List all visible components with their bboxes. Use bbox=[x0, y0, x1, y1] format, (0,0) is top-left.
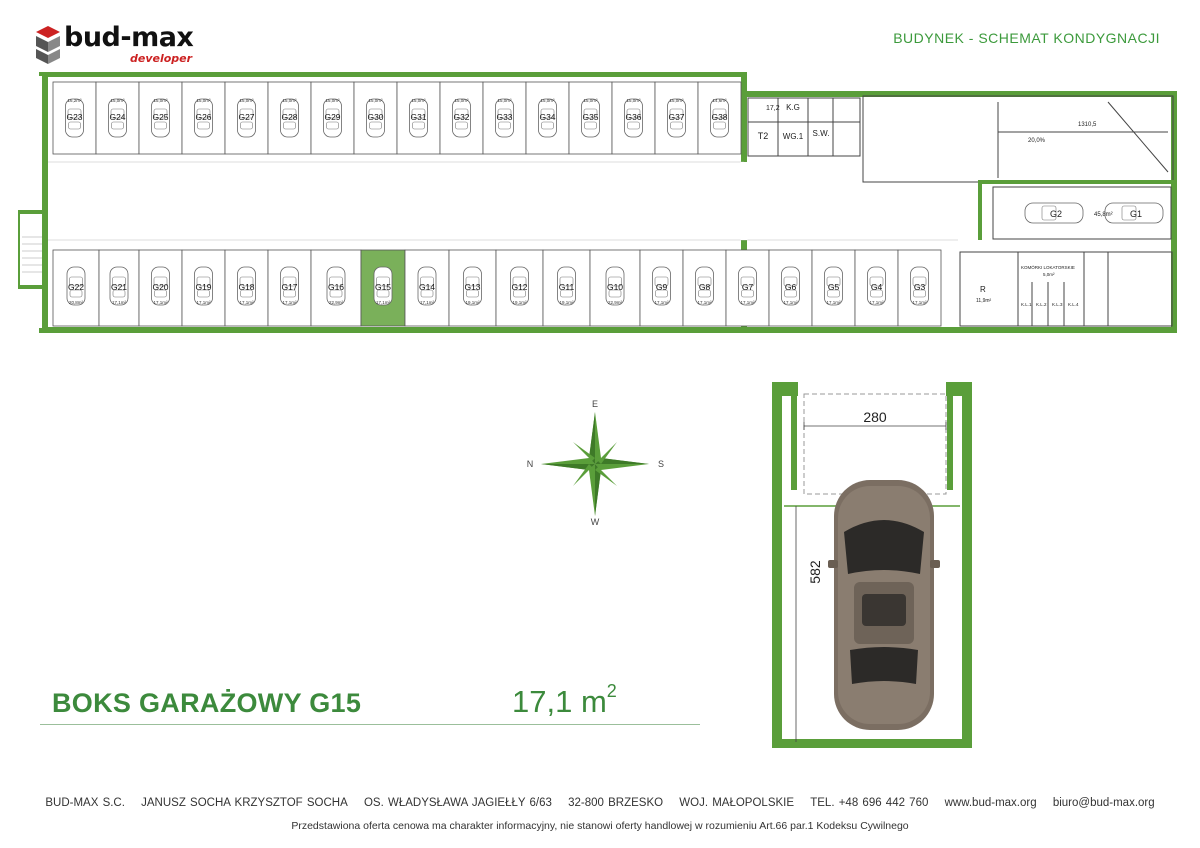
garage-G9-area: 17,1m² bbox=[654, 300, 669, 305]
garage-G30[interactable] bbox=[354, 82, 397, 154]
logo-subtitle: developer bbox=[130, 52, 193, 65]
garage-G30-label: G30 bbox=[367, 112, 384, 122]
locker-4-label: K.L.4 bbox=[1068, 302, 1079, 307]
garage-G9[interactable] bbox=[640, 250, 683, 326]
garage-G17[interactable] bbox=[268, 250, 311, 326]
locker-1-label: K.L.1 bbox=[1021, 302, 1032, 307]
garage-G18-label: G18 bbox=[238, 282, 255, 292]
garage-G24-area: 15,0m² bbox=[110, 98, 125, 103]
garage-G10-label: G10 bbox=[606, 282, 624, 292]
garage-G8[interactable] bbox=[683, 250, 726, 326]
garage-G33-area: 15,0m² bbox=[497, 98, 512, 103]
garage-G16-area: 22,9m² bbox=[328, 300, 344, 305]
garage-G38-label: G38 bbox=[711, 112, 728, 122]
garage-G21[interactable] bbox=[99, 250, 139, 326]
car-top-view-icon bbox=[828, 480, 940, 730]
page-title: BUDYNEK - SCHEMAT KONDYGNACJI bbox=[893, 30, 1160, 46]
garage-G14-label: G14 bbox=[418, 282, 436, 292]
garage-G35-area: 15,0m² bbox=[583, 98, 598, 103]
garage-G18-area: 17,1m² bbox=[239, 300, 254, 305]
garage-G27-area: 15,0m² bbox=[239, 98, 254, 103]
footer-owners: JANUSZ SOCHA KRZYSZTOF SOCHA bbox=[141, 797, 348, 809]
garage-G7-area: 17,1m² bbox=[740, 300, 755, 305]
garage-G17-label: G17 bbox=[281, 282, 298, 292]
garage-G4-area: 17,1m² bbox=[869, 300, 884, 305]
garage-G13[interactable] bbox=[449, 250, 496, 326]
garage-G32-area: 15,0m² bbox=[454, 98, 469, 103]
top-row-garages bbox=[53, 82, 741, 154]
footer-city: 32-800 BRZESKO bbox=[568, 797, 664, 809]
stairs-area-label: 17,2 bbox=[766, 105, 780, 112]
garage-G27-label: G27 bbox=[238, 112, 255, 122]
garage-G32[interactable] bbox=[440, 82, 483, 154]
garage-G33-label: G33 bbox=[496, 112, 513, 122]
garage-G31[interactable] bbox=[397, 82, 440, 154]
room-wg-label: WG.1 bbox=[782, 132, 804, 141]
garage-G28-area: 15,0m² bbox=[282, 98, 297, 103]
garage-G12[interactable] bbox=[496, 250, 543, 326]
compass-top-label: E bbox=[591, 399, 599, 409]
garage-G3-label: G3 bbox=[913, 282, 926, 292]
garage-G24[interactable] bbox=[96, 82, 139, 154]
title-divider bbox=[40, 724, 700, 725]
box-area bbox=[512, 680, 617, 720]
garage-G25-area: 15,0m² bbox=[153, 98, 168, 103]
garage-G29[interactable] bbox=[311, 82, 354, 154]
garage-G31-area: 15,0m² bbox=[411, 98, 426, 103]
garage-G18[interactable] bbox=[225, 250, 268, 326]
detail-width-label: 280 bbox=[863, 409, 887, 425]
garage-G33[interactable] bbox=[483, 82, 526, 154]
garage-G22-area: 20,8m² bbox=[68, 300, 84, 305]
garage-G26-label: G26 bbox=[195, 112, 212, 122]
garage-G4-label: G4 bbox=[870, 282, 883, 292]
garage-G37[interactable] bbox=[655, 82, 698, 154]
garage-G7-label: G7 bbox=[741, 282, 754, 292]
compass-left-label: N bbox=[526, 459, 534, 469]
garage-G10-area: 22,9m² bbox=[607, 300, 623, 305]
floor-plan bbox=[18, 72, 1178, 334]
garage-G37-label: G37 bbox=[668, 112, 685, 122]
footer-contact bbox=[0, 797, 1200, 809]
komorki-label: KOMÓRKI LOKATORSKIE bbox=[1021, 265, 1075, 270]
garage-G7[interactable] bbox=[726, 250, 769, 326]
garage-G32-label: G32 bbox=[453, 112, 470, 122]
garage-G35[interactable] bbox=[569, 82, 612, 154]
garage-G8-label: G8 bbox=[698, 282, 711, 292]
garage-G14[interactable] bbox=[405, 250, 449, 326]
garage-G16-label: G16 bbox=[327, 282, 345, 292]
garage-G5-label: G5 bbox=[827, 282, 840, 292]
garage-G11-area: 19,1m² bbox=[559, 300, 574, 305]
garage-G34-area: 15,0m² bbox=[540, 98, 555, 103]
room-sw-label: S.W. bbox=[812, 129, 830, 138]
footer-region: WOJ. MAŁOPOLSKIE bbox=[679, 797, 795, 809]
garage-G21-label: G21 bbox=[110, 282, 128, 292]
garage-G20-label: G20 bbox=[152, 282, 169, 292]
compass-right-label: S bbox=[657, 459, 665, 469]
garage-G36-area: 15,0m² bbox=[626, 98, 641, 103]
garage-G8-area: 17,1m² bbox=[697, 300, 712, 305]
garage-G31-label: G31 bbox=[410, 112, 427, 122]
footer-disclaimer: Przedstawiona oferta cenowa ma charakter informacyjny, nie stanowi oferty handlowej w rozumieniu Art.66 par.1 Kodeksu Cywilnego bbox=[291, 820, 909, 832]
garage-G4[interactable] bbox=[855, 250, 898, 326]
garage-G23-label: G23 bbox=[66, 112, 83, 122]
garage-G15[interactable] bbox=[361, 250, 405, 326]
locker-2-label: K.L.2 bbox=[1036, 302, 1047, 307]
garage-G26[interactable] bbox=[182, 82, 225, 154]
garage-G36-label: G36 bbox=[625, 112, 642, 122]
garage-G29-label: G29 bbox=[324, 112, 341, 122]
garage-G11-label: G11 bbox=[558, 282, 575, 292]
garage-G11[interactable] bbox=[543, 250, 590, 326]
box-title: BOKS GARAŻOWY G15 bbox=[52, 688, 362, 718]
compass-rose-icon bbox=[525, 398, 665, 526]
room-t2-label: T2 bbox=[757, 131, 769, 141]
ramp-slope-label: 20,0% bbox=[1028, 138, 1046, 144]
locker-3-label: K.L.3 bbox=[1052, 302, 1063, 307]
garage-G19-area: 17,1m² bbox=[196, 300, 211, 305]
footer-email-link[interactable]: biuro@bud-max.org bbox=[1052, 797, 1155, 809]
ramp-length-label: 1310,5 bbox=[1078, 122, 1097, 128]
garage-G3[interactable] bbox=[898, 250, 941, 326]
garage-G23[interactable] bbox=[53, 82, 96, 154]
garage-G5-area: 17,1m² bbox=[826, 300, 841, 305]
garage-G1-label: G1 bbox=[1129, 209, 1143, 219]
footer-company: BUD-MAX S.C. bbox=[45, 797, 125, 809]
garage-detail-drawing bbox=[770, 382, 990, 748]
garage-G6-area: 17,1m² bbox=[783, 300, 798, 305]
detail-length-label: 582 bbox=[807, 560, 823, 584]
garage-G22[interactable] bbox=[53, 250, 99, 326]
garage-G17-area: 17,1m² bbox=[282, 300, 297, 305]
footer-web-link[interactable]: www.bud-max.org bbox=[944, 797, 1037, 809]
footer-street: OS. WŁADYSŁAWA JAGIEŁŁY 6/63 bbox=[363, 797, 552, 809]
garage-G29-area: 15,0m² bbox=[325, 98, 340, 103]
garage-G20-area: 17,1m² bbox=[153, 300, 168, 305]
garage-G22-label: G22 bbox=[67, 282, 85, 292]
garage-G16[interactable] bbox=[311, 250, 361, 326]
garage-G25[interactable] bbox=[139, 82, 182, 154]
garage-G37-area: 15,0m² bbox=[669, 98, 684, 103]
garage-G34[interactable] bbox=[526, 82, 569, 154]
room-r-label: R bbox=[980, 285, 986, 294]
garage-G14-area: 17,1m² bbox=[419, 300, 435, 305]
komorki-area: 5,0m² bbox=[1043, 272, 1055, 277]
garage-G13-label: G13 bbox=[464, 282, 481, 292]
garage-G23-area: 16,2m² bbox=[67, 98, 82, 103]
logo-name: bud-max bbox=[64, 22, 194, 53]
garage-G30-area: 15,0m² bbox=[368, 98, 383, 103]
garage-G5[interactable] bbox=[812, 250, 855, 326]
garage-G12-label: G12 bbox=[511, 282, 528, 292]
garage-G25-label: G25 bbox=[152, 112, 169, 122]
garage-G19[interactable] bbox=[182, 250, 225, 326]
garage-G35-label: G35 bbox=[582, 112, 599, 122]
garage-G2-label: G2 bbox=[1049, 209, 1063, 219]
room-r-area: 11,9m² bbox=[976, 298, 992, 304]
box-area-value: 17,1 m bbox=[512, 684, 607, 719]
footer-phone: TEL. +48 696 442 760 bbox=[810, 797, 929, 809]
garage-G38[interactable] bbox=[698, 82, 741, 154]
garage-G28[interactable] bbox=[268, 82, 311, 154]
garage-G24-label: G24 bbox=[109, 112, 126, 122]
garage-G28-label: G28 bbox=[281, 112, 298, 122]
garage-G15-area: 17,1m² bbox=[375, 300, 391, 305]
logo-cube-icon bbox=[36, 26, 60, 64]
garage-G3-area: 17,1m² bbox=[912, 300, 927, 305]
garage-G27[interactable] bbox=[225, 82, 268, 154]
garage-G1-G2-area: 45,8m² bbox=[1094, 212, 1113, 218]
box-area-sup: 2 bbox=[606, 680, 617, 701]
garage-G15-label: G15 bbox=[374, 282, 392, 292]
garage-G9-label: G9 bbox=[655, 282, 668, 292]
garage-G36[interactable] bbox=[612, 82, 655, 154]
garage-G20[interactable] bbox=[139, 250, 182, 326]
garage-G26-area: 15,0m² bbox=[196, 98, 211, 103]
garage-G21-area: 17,1m² bbox=[111, 300, 127, 305]
garage-G34-label: G34 bbox=[539, 112, 556, 122]
garage-G19-label: G19 bbox=[195, 282, 212, 292]
garage-G13-area: 19,1m² bbox=[465, 300, 480, 305]
garage-G10[interactable] bbox=[590, 250, 640, 326]
garage-G6[interactable] bbox=[769, 250, 812, 326]
bottom-row-garages bbox=[53, 250, 941, 326]
room-kg-label: K.G bbox=[786, 103, 800, 112]
garage-G38-area: 14,6m² bbox=[712, 98, 727, 103]
garage-G6-label: G6 bbox=[784, 282, 797, 292]
compass-bottom-label: W bbox=[590, 517, 600, 526]
garage-G12-area: 19,1m² bbox=[512, 300, 527, 305]
